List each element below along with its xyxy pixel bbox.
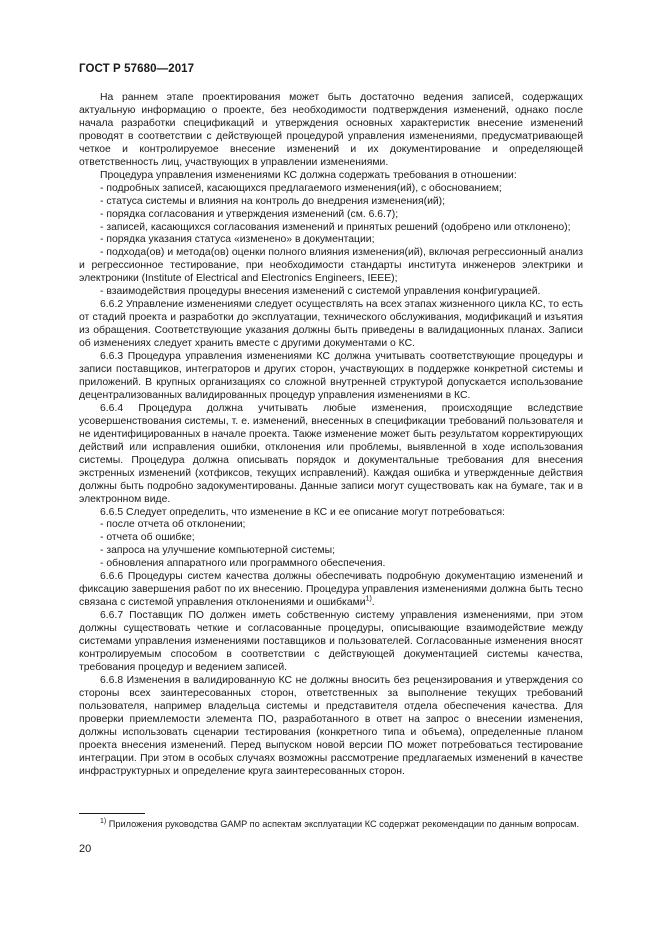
paragraph-intro: На раннем этапе проектирования может быть достаточно ведения записей, содержащих актуальную информацию о проекте, без необходимости подтверждения изменений, однако после начала разработки спецификаций и утверждения основных характеристик внесение изменений проводят в соответствии с действующей процедурой управления изменениями, предусматривающей четкое и контролируемое внесение изменений и их документирование и определяющей ответственность лиц, участвующих в управлении изменениями. — [79, 92, 583, 168]
standard-header: ГОСТ Р 57680—2017 — [79, 63, 195, 75]
footnote-text-line — [79, 818, 583, 830]
list-item: - подхода(ов) и метода(ов) оценки полного влияния изменения(ий), включая регрессионный анализ и регрессионное тестирование, при необходимости стандарты института инженеров электрики и электроники (Institute of Electrical and Electronics Engineers, IEEE); — [79, 247, 583, 285]
paragraph-6-6-8: 6.6.8 Изменения в валидированную КС не должны вносить без рецензирования и утверждения со стороны всех заинтересованных сторон, ответственных за выполнение текущих требований пользователя, например владельца системы и представителя отдела обеспечения качества. Для проверки приемлемости элемента ПО, разработанного в ответ на запрос о внесении изменения, должны использовать сценарии тестирования (конкретного типа и объема), определенные планом проекта внесения изменений. Перед выпуском новой версии ПО может потребоваться тестирование интеграции. При этом в особых случаях возможны рассмотрение предлагаемых изменений в качестве инфраструктурных и определение круга заинтересованных сторон. — [79, 674, 583, 777]
paragraph-6-6-6 — [79, 571, 583, 610]
footnote-marker: 1) — [100, 817, 107, 825]
footnote — [79, 818, 583, 830]
paragraph-6-6-5: 6.6.5 Следует определить, что изменение в КС и ее описание могут потребоваться: — [100, 506, 506, 518]
body-text — [79, 92, 583, 779]
paragraph-requirements-lead: Процедура управления изменениями КС должна содержать требования в отношении: — [100, 169, 517, 181]
list-item: - обновления аппаратного или программного обеспечения. — [100, 558, 386, 570]
paragraph-6-6-3: 6.6.3 Процедура управления изменениями КС должна учитывать соответствующие процедуры и записи поставщиков, интеграторов и других сторон, участвующих в поддержке конкретной системы и приложений. В крупных организациях со сложной внутренней структурой допускается использование децентрализованных валидированных процедур управления изменениями в КС. — [79, 351, 583, 401]
list-item: - запроса на улучшение компьютерной системы; — [100, 545, 336, 557]
footnote-reference: 1) — [365, 595, 372, 603]
paragraph-6-6-6-end: . — [371, 597, 375, 609]
list-item: - записей, касающихся согласования изменений и принятых решений (одобрено или отклонено); — [100, 221, 571, 233]
footnote-text: Приложения руководства GAMP по аспектам эксплуатации КС содержат рекомендации по данным вопросам. — [108, 819, 580, 829]
paragraph-6-6-6-text: 6.6.6 Процедуры систем качества должны обеспечивать подробную документацию изменений и фиксацию завершения работ по их внесению. Процедура управления изменениями должна быть тесно связана с системой управления отклонениями и ошибками — [79, 571, 583, 609]
list-item: - отчета об ошибке; — [100, 532, 195, 544]
page-number: 20 — [79, 843, 92, 855]
paragraph-6-6-7: 6.6.7 Поставщик ПО должен иметь собственную систему управления изменениями, при этом должны существовать четкие и согласованные процедуры, описывающие взаимодействие между системами управления изменениями поставщиков и пользователей. Согласованные изменения вносят контролируемым способом в соответствии с действующей документацией системы качества, требования процедур и ведением записей. — [79, 610, 583, 673]
list-item: - статуса системы и влияния на контроль до внедрения изменения(ий); — [100, 195, 446, 207]
footnote-divider — [79, 813, 145, 814]
paragraph-6-6-4: 6.6.4 Процедура должна учитывать любые изменения, происходящие вследствие усовершенствования системы, т. е. изменений, внесенных в спецификации требований пользователя и не идентифицированных в начале проекта. Также изменение может быть результатом корректирующих действий или исправления ошибки, отклонения или проблемы, выявленной в ходе использования системы. Процедура должна описывать порядок и документальные требования для внесения экстренных изменений (хотфиксов, текущих исправлений). Каждая ошибка и утвержденные действия должны быть подробно задокументированы. Данные записи могут существовать как на бумаге, так и в электронном виде. — [79, 402, 583, 505]
list-item: - взаимодействия процедуры внесения изменений с системой управления конфигурацией. — [100, 286, 541, 298]
list-item: - после отчета об отклонении; — [100, 519, 246, 531]
paragraph-6-6-2: 6.6.2 Управление изменениями следует осуществлять на всех этапах жизненного цикла КС, то есть от стадий проекта и разработки до эксплуатации, технического обслуживания, модификаций и изъятия из обращения. Соответствующие указания должны быть приведены в валидационных планах. Записи об изменениях следует хранить вместе с другими документами о КС. — [79, 299, 583, 350]
list-item: - порядка согласования и утверждения изменений (см. 6.6.7); — [100, 208, 399, 220]
list-item: - порядка указания статуса «изменено» в документации; — [100, 234, 375, 246]
list-item: - подробных записей, касающихся предлагаемого изменения(ий), с обоснованием; — [100, 182, 502, 194]
